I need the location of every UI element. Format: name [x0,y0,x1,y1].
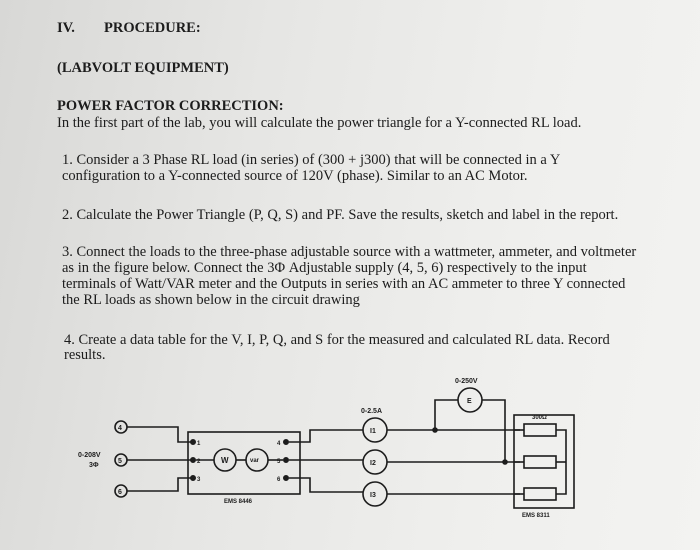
load-resistor-3 [524,488,556,500]
meter-output-6-label: 6 [277,477,281,483]
source-phase-label: 3Φ [89,462,99,469]
step-4-line-1: 4. Create a data table for the V, I, P, Q, and S for the measured and calculated RL data. Record [64,332,610,348]
var-meter-label: var [250,458,260,464]
voltmeter-range-label: 0-250V [455,378,478,385]
meter-input-1-label: 1 [197,441,201,447]
section-number: IV. [57,20,75,36]
voltmeter-label: E [467,398,472,405]
step-1-line-1: 1. Consider a 3 Phase RL load (in series) of (300 + j300) that will be connected in a Y [62,152,561,168]
step-3-line-4: the RL loads as shown below in the circuit drawing [62,292,360,308]
source-terminal-4-label: 4 [118,425,122,432]
step-2-line-1: 2. Calculate the Power Triangle (P, Q, S) and PF. Save the results, sketch and label in the report. [62,207,619,223]
meter-output-5-label: 5 [277,459,281,465]
meter-output-4-label: 4 [277,441,281,447]
pfc-heading: POWER FACTOR CORRECTION: [57,98,284,114]
meter-input-2-label: 2 [197,459,201,465]
load-resistance-label: 300Ω [532,415,547,421]
source-terminal-5-label: 5 [118,458,122,465]
step-1-line-2: configuration to a Y-connected source of 120V (phase). Similar to an AC Motor. [62,168,528,184]
ammeter-3-label: I3 [370,492,376,499]
step-3-line-2: as in the figure below. Connect the 3Φ Adjustable supply (4, 5, 6) respectively to the input [62,260,587,276]
ammeter-2-label: I2 [370,460,376,467]
meter-input-3-label: 3 [197,477,201,483]
pfc-intro: In the first part of the lab, you will calculate the power triangle for a Y-connected RL load. [57,115,582,131]
load-resistor-1 [524,424,556,436]
step-3-line-1: 3. Connect the loads to the three-phase adjustable source with a wattmeter, ammeter, and voltmeter [62,244,637,260]
equipment-heading: (LABVOLT EQUIPMENT) [57,60,229,76]
watt-meter-label: W [221,456,229,465]
step-3-line-3: terminals of Watt/VAR meter and the Outputs in series with an AC ammeter to three Y connected [62,276,626,292]
ammeter-1-label: I1 [370,428,376,435]
ammeter-range-label: 0-2.5A [361,408,383,415]
meter-module-label: EMS 8446 [224,499,253,505]
load-module-label: EMS 8311 [522,513,550,519]
source-label: 0-208V [78,452,101,459]
step-4-line-2: results. [64,347,106,363]
source-terminal-6-label: 6 [118,489,122,496]
section-title: PROCEDURE: [104,20,201,36]
load-resistor-2 [524,456,556,468]
